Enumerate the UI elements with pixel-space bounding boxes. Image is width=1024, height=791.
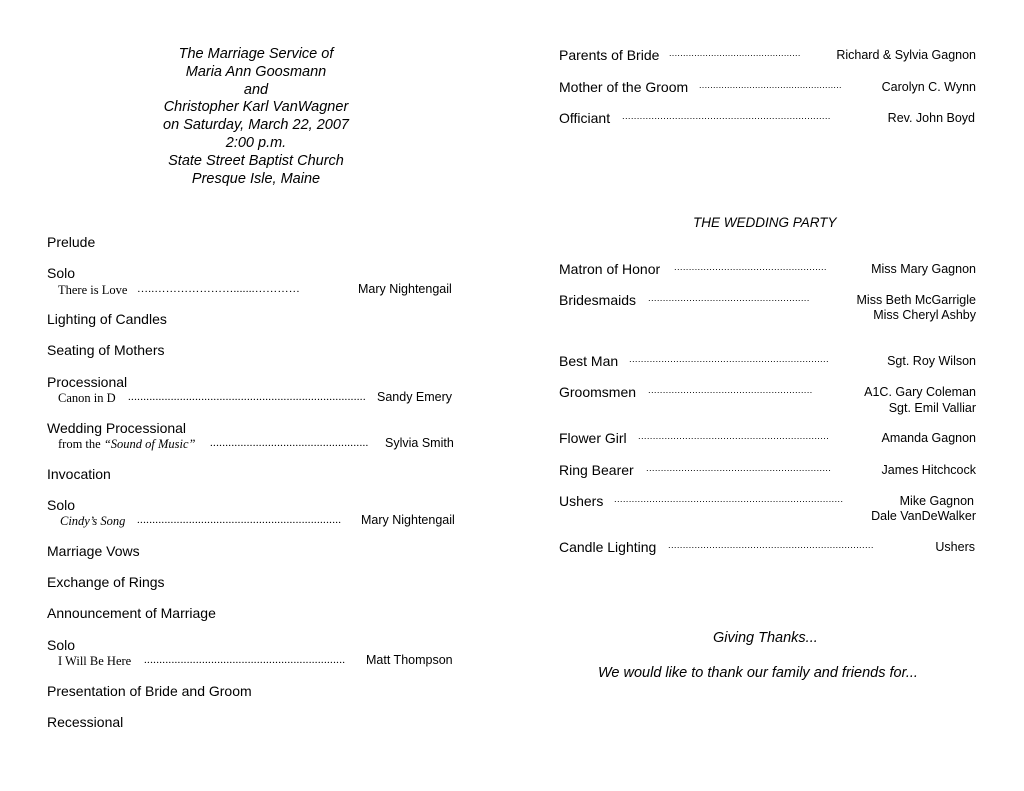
role-name: Miss Mary Gagnon <box>871 262 976 276</box>
role-label-ring-bearer: Ring Bearer <box>559 462 634 478</box>
role-name: Miss Beth McGarrigle <box>856 293 976 307</box>
piece-title: “Sound of Music” <box>103 437 196 451</box>
program-item-solo: Solo <box>47 497 76 513</box>
role-name: A1C. Gary Coleman <box>864 385 976 399</box>
performer-name: Sylvia Smith <box>385 436 454 450</box>
venue-location: Presque Isle, Maine <box>191 170 321 187</box>
groom-name: Christopher Karl VanWagner <box>163 99 349 116</box>
role-name: Miss Cheryl Ashby <box>873 308 976 322</box>
title-line: and <box>243 81 269 98</box>
ceremony-date: on Saturday, March 22, 2007 <box>163 117 349 134</box>
role-name: Dale VanDeWalker <box>871 509 976 523</box>
program-item-solo: Solo <box>47 637 76 653</box>
dot-leader: ...................................................................... <box>668 540 874 551</box>
thanks-heading: Giving Thanks... <box>713 630 818 646</box>
program-item-presentation: Presentation of Bride and Groom <box>47 683 252 699</box>
program-item-processional: Processional <box>47 374 128 390</box>
performer-name: Mary Nightengail <box>358 282 452 296</box>
role-name: Sgt. Roy Wilson <box>887 354 976 368</box>
role-name: Ushers <box>935 540 975 554</box>
program-item-announcement: Announcement of Marriage <box>47 605 216 621</box>
program-item-exchange-of-rings: Exchange of Rings <box>47 574 165 590</box>
role-name: Sgt. Emil Valliar <box>888 401 976 415</box>
dot-leader: …..………………….......………… <box>137 283 301 295</box>
service-title-block <box>120 46 392 188</box>
program-item-marriage-vows: Marriage Vows <box>47 543 140 559</box>
dot-leader: ................................................................... <box>137 514 342 526</box>
program-item-invocation: Invocation <box>47 466 111 482</box>
dot-leader: ................................................................. <box>638 431 830 442</box>
performer-name: Sandy Emery <box>377 390 453 404</box>
program-item-prelude: Prelude <box>47 234 96 250</box>
program-piece: I Will Be Here <box>58 654 132 668</box>
role-name: Mike Gagnon <box>899 494 974 508</box>
program-item-solo: Solo <box>47 265 76 281</box>
program-piece: Canon in D <box>58 391 116 405</box>
dot-leader: .................................................................... <box>629 354 829 365</box>
dot-leader: ............................................... <box>669 48 801 58</box>
performer-name: Mary Nightengail <box>361 513 455 527</box>
dot-leader: ................................................... <box>699 80 842 90</box>
dot-leader: .............................................................................. <box>128 391 366 403</box>
role-label-parents-of-bride: Parents of Bride <box>559 47 660 63</box>
program-item-seating-of-mothers: Seating of Mothers <box>47 342 165 358</box>
role-name: Amanda Gagnon <box>881 431 976 445</box>
dot-leader: .................................................... <box>674 262 827 273</box>
role-label-matron-of-honor: Matron of Honor <box>559 261 661 277</box>
venue-name: State Street Baptist Church <box>168 152 344 169</box>
role-name: Rev. John Boyd <box>887 111 975 125</box>
role-label-flower-girl: Flower Girl <box>559 430 627 446</box>
role-label-officiant: Officiant <box>559 110 611 126</box>
program-piece: Cindy’s Song <box>60 514 126 528</box>
thanks-message: We would like to thank our family and friends for... <box>598 665 918 681</box>
role-name: James Hitchcock <box>881 463 976 477</box>
performer-name: Matt Thompson <box>366 653 453 667</box>
role-label-candle-lighting: Candle Lighting <box>559 539 657 555</box>
program-item-lighting-of-candles: Lighting of Candles <box>47 311 167 327</box>
program-item-wedding-processional: Wedding Processional <box>47 420 187 436</box>
role-label-bridesmaids: Bridesmaids <box>559 292 637 308</box>
role-label-ushers: Ushers <box>559 493 604 509</box>
program-piece <box>58 437 196 452</box>
bride-name: Maria Ann Goosmann <box>185 63 327 80</box>
ceremony-time: 2:00 p.m. <box>225 134 287 151</box>
piece-prefix: from the <box>58 437 101 451</box>
dot-leader: ....................................................... <box>648 293 810 304</box>
title-line: The Marriage Service of <box>178 46 334 62</box>
dot-leader: ............................................................... <box>646 463 832 474</box>
program-piece: There is Love <box>58 283 128 297</box>
role-name: Richard & Sylvia Gagnon <box>836 48 976 62</box>
dot-leader: .................................................... <box>210 437 369 449</box>
dot-leader: .............................................................................. <box>614 494 844 505</box>
role-label-mother-of-groom: Mother of the Groom <box>559 79 689 95</box>
wedding-party-heading: THE WEDDING PARTY <box>693 215 837 230</box>
program-item-recessional: Recessional <box>47 714 124 730</box>
role-label-groomsmen: Groomsmen <box>559 384 637 400</box>
dot-leader: ........................................................ <box>648 385 813 396</box>
dot-leader: ....................................................................... <box>622 111 831 122</box>
dot-leader: .................................................................. <box>144 654 346 666</box>
role-label-best-man: Best Man <box>559 353 619 369</box>
role-name: Carolyn C. Wynn <box>881 80 976 94</box>
